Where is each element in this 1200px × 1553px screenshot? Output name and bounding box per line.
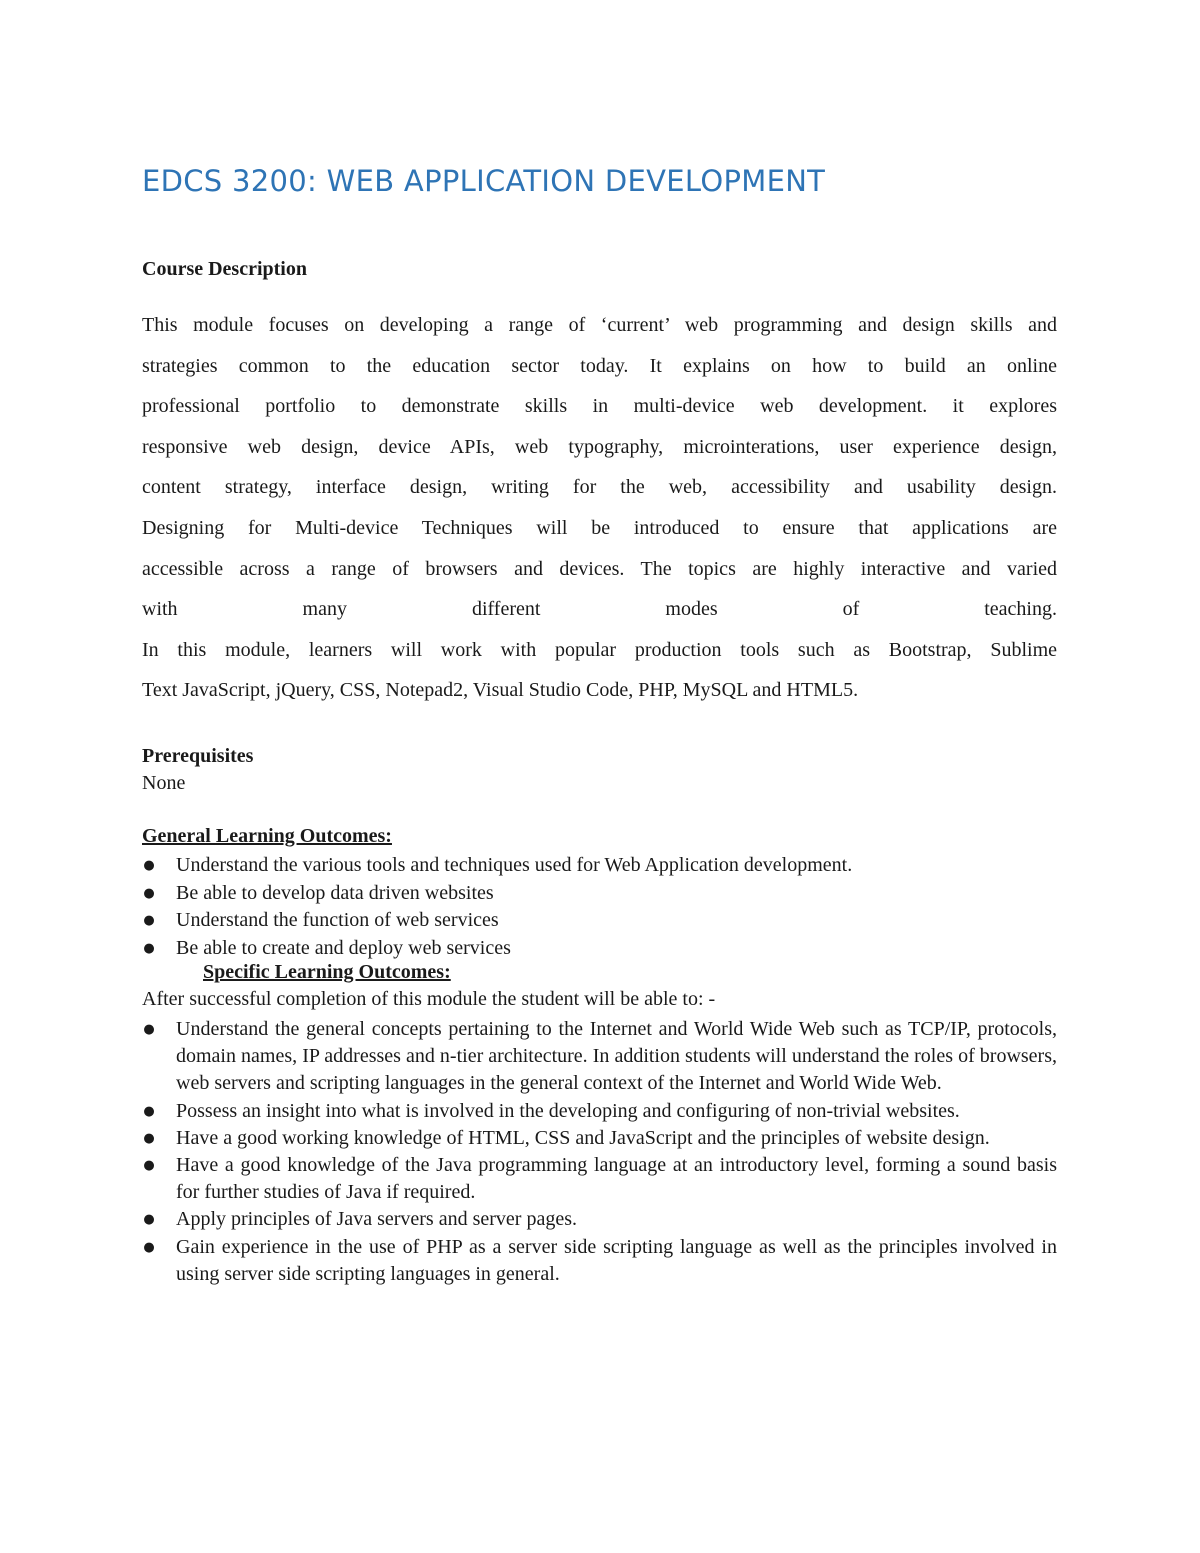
- bullet-dot-icon: ●: [143, 858, 155, 873]
- bullet-dot-icon: ●: [143, 940, 155, 956]
- prerequisites-heading: Prerequisites: [142, 745, 254, 767]
- description-line: responsive web design, device APIs, web typography, microinterations, user experience design,: [142, 435, 1057, 458]
- course-description-paragraph: [142, 305, 1057, 711]
- list-item: ● Have a good working knowledge of HTML, CSS and JavaScript and the principles of website design.: [142, 1125, 1057, 1152]
- list-item: ● Possess an insight into what is involved in the developing and configuring of non-trivial websites.: [142, 1098, 1057, 1125]
- description-line: Designing for Multi-device Techniques will be introduced to ensure that applications are: [142, 516, 1057, 539]
- specific-outcomes-list: [142, 1016, 1057, 1288]
- prerequisites-value: None: [142, 772, 186, 794]
- description-line: professional portfolio to demonstrate skills in multi-device web development. it explores: [142, 395, 1057, 418]
- description-line: with many different modes of teaching.: [142, 598, 1057, 621]
- list-item: ● Gain experience in the use of PHP as a server side scripting language as well as the principles involved in using server side scripting languages in general.: [143, 1235, 1057, 1285]
- bullet-dot-icon: ●: [143, 1212, 155, 1228]
- general-outcomes-list: [142, 852, 1057, 962]
- bullet-dot-icon: ●: [143, 1130, 155, 1146]
- general-outcomes-heading: General Learning Outcomes:: [142, 825, 392, 847]
- bullet-dot-icon: ●: [143, 885, 155, 901]
- list-item: ● Understand the various tools and techniques used for Web Application development.: [142, 852, 1057, 880]
- description-line: In this module, learners will work with popular production tools such as Bootstrap, Sublime: [142, 638, 1057, 661]
- document-title: EDCS 3200: WEB APPLICATION DEVELOPMENT: [142, 164, 826, 198]
- list-item: ● Be able to develop data driven websites: [142, 880, 1057, 908]
- specific-outcomes-intro: After successful completion of this module the student will be able to: -: [142, 988, 716, 1010]
- list-item: ● Apply principles of Java servers and server pages.: [142, 1206, 1057, 1233]
- bullet-dot-icon: ●: [143, 1103, 155, 1119]
- description-line: Text JavaScript, jQuery, CSS, Notepad2, Visual Studio Code, PHP, MySQL and HTML5.: [142, 679, 859, 702]
- bullet-dot-icon: ●: [143, 1158, 155, 1174]
- description-line: This module focuses on developing a range of ‘current’ web programming and design skills and: [142, 314, 1057, 336]
- course-description-heading: Course Description: [142, 258, 307, 280]
- bullet-dot-icon: ●: [143, 1022, 155, 1037]
- list-item: ● Understand the general concepts pertaining to the Internet and World Wide Web such as TCP/IP, protocols, domain names, IP addresses and n-tier architecture. In addition students will understand the roles of browsers, web servers and scripting languages in the general context of the Internet and World Wide Web.: [143, 1018, 1057, 1095]
- bullet-dot-icon: ●: [143, 913, 155, 928]
- description-line: accessible across a range of browsers and devices. The topics are highly interactive and varied: [142, 557, 1057, 580]
- list-item: ● Understand the function of web services: [142, 907, 1057, 935]
- bullet-dot-icon: ●: [143, 1239, 155, 1255]
- description-line: content strategy, interface design, writing for the web, accessibility and usability design.: [142, 476, 1057, 499]
- description-line: strategies common to the education sector today. It explains on how to build an online: [142, 354, 1057, 377]
- list-item: ● Have a good knowledge of the Java programming language at an introductory level, forming a sound basis for further studies of Java if required.: [143, 1154, 1057, 1204]
- specific-outcomes-heading: Specific Learning Outcomes:: [203, 961, 451, 983]
- list-item: ● Be able to create and deploy web services: [142, 935, 1057, 963]
